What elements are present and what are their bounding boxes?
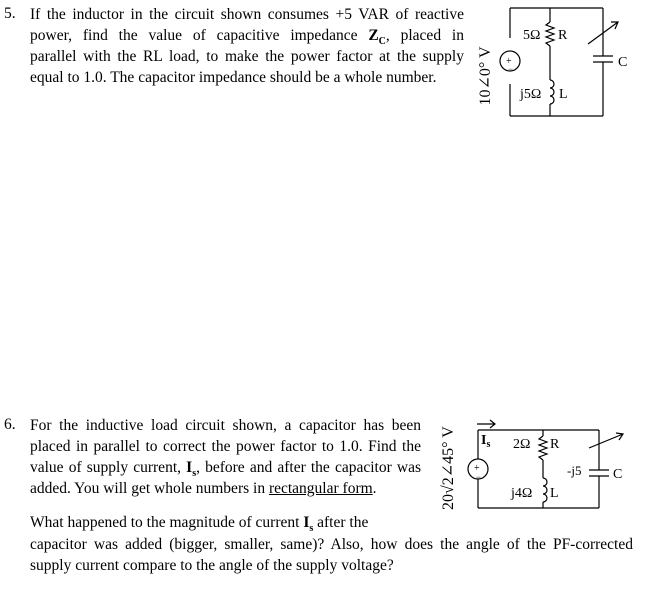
zc-symbol: $Z_C$ — [368, 27, 386, 48]
q6-source-minus: − — [476, 472, 482, 482]
q6-line-6: capacitor was added (bigger, smaller, same)? Also, how does the angle of the PF-corrected — [30, 536, 633, 553]
q6-line-7: supply current compare to the angle of the supply voltage? — [30, 557, 394, 574]
rectangular-form-underlined: rectangular form — [268, 480, 373, 497]
q5-number: 5. — [4, 5, 16, 22]
q6-c-label: C — [613, 467, 623, 482]
q6-line-4: added. You will get whole numbers in rectangular form. — [30, 480, 377, 497]
q6-line-2: placed in parallel to correct the power factor to 1.0. Find the — [30, 438, 421, 455]
q5-line-3: parallel with the RL load, to make the power factor at the supply — [30, 48, 464, 65]
q6-r-label: R — [550, 437, 560, 452]
q6-line-5: What happened to the magnitude of current $I_s$ after the — [30, 514, 369, 535]
q5-r-label: R — [558, 28, 568, 43]
q6-line-3: value of supply current, $I_s$, before and after the capacitor was — [30, 459, 421, 480]
q6-circuit-diagram — [455, 412, 645, 516]
q6-r-value: 2Ω — [513, 437, 531, 452]
q6-l-label: L — [550, 486, 559, 501]
q5-line-2-tail: , placed in — [385, 27, 464, 44]
q6-number: 6. — [4, 416, 16, 433]
q6-c-value: -j5 — [567, 463, 582, 478]
q6-current-label: $I_s$ — [481, 433, 491, 450]
q5-source-label: 10∠0° V — [477, 46, 494, 106]
q6-l-value: j4Ω — [511, 486, 533, 501]
q5-l-value: j5Ω — [520, 87, 542, 102]
q5-source-minus: − — [508, 64, 514, 74]
is-symbol: $I_s$ — [186, 459, 197, 480]
q5-l-label: L — [559, 87, 568, 102]
q6-source-label: 20√2∠45° V — [440, 426, 457, 510]
q5-line-2-text: power, find the value of capacitive impedance — [30, 27, 369, 44]
q5-c-label: C — [618, 55, 628, 70]
q6-line-1: For the inductive load circuit shown, a capacitor has been — [30, 417, 421, 434]
q5-circuit-diagram — [490, 0, 660, 125]
q6-source-plus: + — [474, 463, 480, 474]
is-symbol-2: $I_s$ — [303, 514, 314, 535]
q5-r-value: 5Ω — [523, 28, 541, 43]
q5-line-1: If the inductor in the circuit shown consumes +5 VAR of reactive — [30, 6, 464, 23]
q5-line-4: equal to 1.0. The capacitor impedance should be a whole number. — [30, 69, 437, 86]
q5-source-plus: + — [506, 56, 512, 67]
